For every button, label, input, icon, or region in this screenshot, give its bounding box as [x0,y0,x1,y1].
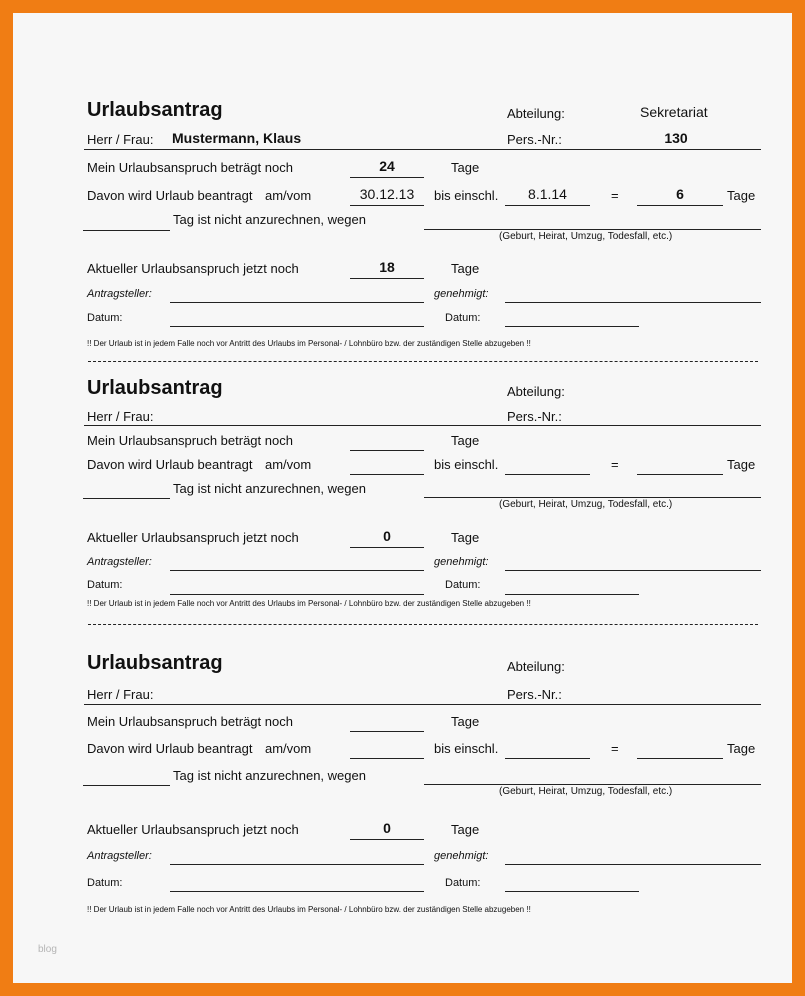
entitlement-label: Mein Urlaubsanspruch beträgt noch [87,433,293,448]
date-label: Datum: [445,877,481,889]
entitlement-field [350,731,424,732]
date-label: Datum: [445,579,481,591]
entitlement-field [350,177,424,178]
cut-line [88,361,758,362]
reasons-hint: (Geburt, Heirat, Umzug, Todesfall, etc.) [499,786,673,797]
department-label: Abteilung: [507,659,565,674]
applicant-date-field[interactable] [170,891,424,892]
until-date-value[interactable]: 8.1.14 [528,186,567,202]
applicant-label: Antragsteller: [87,288,152,300]
days-label: Tage [451,160,480,175]
until-label: bis einschl. [434,188,499,203]
form-title: Urlaubsantrag [87,652,223,674]
applicant-date-field[interactable] [170,326,424,327]
current-value[interactable]: 0 [383,528,391,544]
from-label: am/vom [265,188,312,203]
not-counted-label: Tag ist nicht anzurechnen, wegen [173,212,366,227]
current-value[interactable]: 0 [383,820,391,836]
date-label: Datum: [87,877,123,889]
from-label: am/vom [265,457,312,472]
current-label: Aktueller Urlaubsanspruch jetzt noch [87,261,299,276]
current-field [350,278,424,279]
requested-label: Davon wird Urlaub beantragt [87,188,253,203]
form-title: Urlaubsantrag [87,99,223,121]
approved-date-field[interactable] [505,326,639,327]
requested-days-value[interactable]: 6 [676,186,684,202]
approved-label: genehmigt: [434,850,489,862]
requested-label: Davon wird Urlaub beantragt [87,457,253,472]
equals-sign: = [611,188,619,203]
until-date-field [505,474,590,475]
entitlement-label: Mein Urlaubsanspruch beträgt noch [87,714,293,729]
equals-sign: = [611,741,619,756]
current-label: Aktueller Urlaubsanspruch jetzt noch [87,530,299,545]
until-label: bis einschl. [434,457,499,472]
requested-days-field [637,758,723,759]
pers-nr-label: Pers.-Nr.: [507,687,562,702]
days-label: Tage [451,433,480,448]
not-counted-label: Tag ist nicht anzurechnen, wegen [173,768,366,783]
submission-note: !! Der Urlaub ist in jedem Falle noch vor Antritt des Urlaubs im Personal- / Lohnbüro bzw. der zuständigen Stelle abzugeben !! [87,905,531,914]
approved-label: genehmigt: [434,288,489,300]
days-label: Tage [727,188,756,203]
requested-label: Davon wird Urlaub beantragt [87,741,253,756]
applicant-label: Antragsteller: [87,850,152,862]
entitlement-value[interactable]: 24 [379,158,395,174]
header-divider [84,704,761,705]
from-date-field [350,205,424,206]
header-divider [84,149,761,150]
days-label: Tage [451,822,480,837]
approved-date-field[interactable] [505,594,639,595]
days-label: Tage [727,457,756,472]
watermark: blog [38,944,57,955]
not-counted-label: Tag ist nicht anzurechnen, wegen [173,481,366,496]
person-label: Herr / Frau: [87,409,154,424]
reasons-hint: (Geburt, Heirat, Umzug, Todesfall, etc.) [499,499,673,510]
requested-days-field [637,205,723,206]
date-label: Datum: [87,579,123,591]
entitlement-field [350,450,424,451]
submission-note: !! Der Urlaub ist in jedem Falle noch vor Antritt des Urlaubs im Personal- / Lohnbüro bzw. der zuständigen Stelle abzugeben !! [87,339,531,348]
date-label: Datum: [445,312,481,324]
department-label: Abteilung: [507,384,565,399]
department-label: Abteilung: [507,106,565,121]
cut-line [88,624,758,625]
applicant-date-field[interactable] [170,594,424,595]
current-value[interactable]: 18 [379,259,395,275]
submission-note: !! Der Urlaub ist in jedem Falle noch vor Antritt des Urlaubs im Personal- / Lohnbüro bzw. der zuständigen Stelle abzugeben !! [87,599,531,608]
applicant-signature-field[interactable] [170,570,424,571]
pers-nr-label: Pers.-Nr.: [507,409,562,424]
form-title: Urlaubsantrag [87,377,223,399]
current-label: Aktueller Urlaubsanspruch jetzt noch [87,822,299,837]
reason-field[interactable] [424,784,761,785]
days-label: Tage [451,261,480,276]
approved-signature-field[interactable] [505,570,761,571]
from-date-field [350,474,424,475]
header-divider [84,425,761,426]
from-date-field [350,758,424,759]
reason-field[interactable] [424,229,761,230]
equals-sign: = [611,457,619,472]
from-label: am/vom [265,741,312,756]
not-counted-days-field[interactable] [83,498,170,499]
entitlement-label: Mein Urlaubsanspruch beträgt noch [87,160,293,175]
applicant-signature-field[interactable] [170,302,424,303]
from-date-value[interactable]: 30.12.13 [359,186,415,202]
reason-field[interactable] [424,497,761,498]
not-counted-days-field[interactable] [83,785,170,786]
person-name-value[interactable]: Mustermann, Klaus [172,130,302,146]
approved-signature-field[interactable] [505,302,761,303]
not-counted-days-field[interactable] [83,230,170,231]
approved-signature-field[interactable] [505,864,761,865]
days-label: Tage [451,530,480,545]
reasons-hint: (Geburt, Heirat, Umzug, Todesfall, etc.) [499,231,673,242]
until-date-field [505,758,590,759]
applicant-label: Antragsteller: [87,556,152,568]
days-label: Tage [727,741,756,756]
approved-label: genehmigt: [434,556,489,568]
pers-nr-value[interactable]: 130 [664,130,688,146]
applicant-signature-field[interactable] [170,864,424,865]
days-label: Tage [451,714,480,729]
current-field [350,547,424,548]
approved-date-field[interactable] [505,891,639,892]
pers-nr-label: Pers.-Nr.: [507,132,562,147]
until-date-field [505,205,590,206]
date-label: Datum: [87,312,123,324]
person-label: Herr / Frau: [87,687,154,702]
department-value[interactable]: Sekretariat [640,104,708,120]
until-label: bis einschl. [434,741,499,756]
requested-days-field [637,474,723,475]
current-field [350,839,424,840]
person-label: Herr / Frau: [87,132,154,147]
